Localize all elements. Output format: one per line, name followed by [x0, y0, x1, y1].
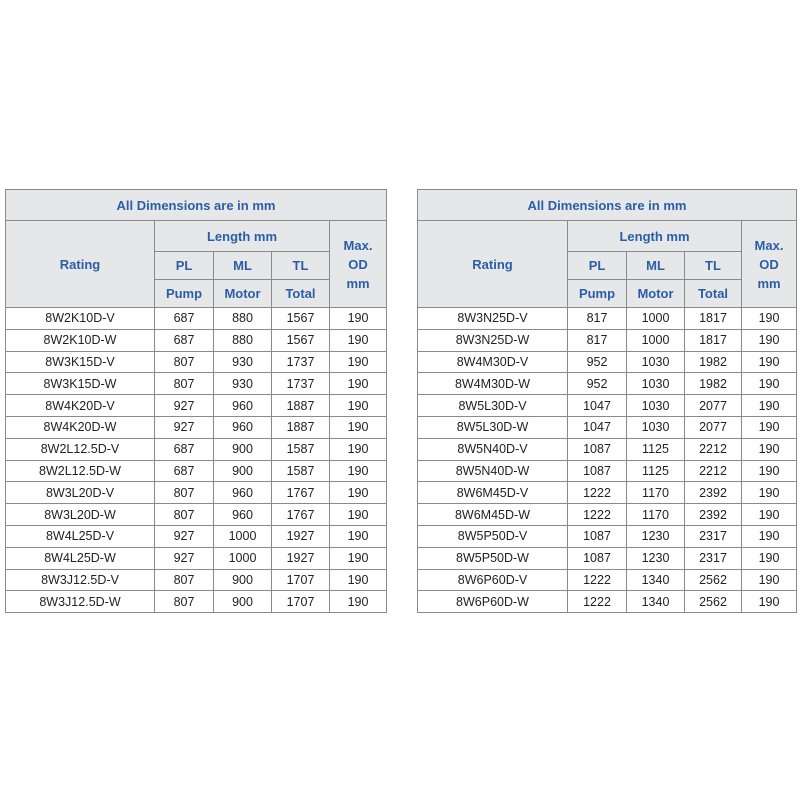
- pump-length-cell: 817: [568, 329, 627, 351]
- max-od-cell: 190: [742, 329, 797, 351]
- table-row: [418, 460, 797, 482]
- total-length-cell: 1737: [272, 351, 330, 373]
- table-row: [418, 525, 797, 547]
- table-row: [6, 547, 387, 569]
- rating-cell: 8W3J12.5D-V: [6, 569, 155, 591]
- max-od-cell: 190: [742, 460, 797, 482]
- motor-length-cell: 1030: [627, 351, 685, 373]
- total-length-cell: 1927: [272, 525, 330, 547]
- pump-header: Pump: [155, 280, 214, 308]
- max-od-cell: 190: [330, 591, 387, 613]
- total-length-cell: 1767: [272, 482, 330, 504]
- total-length-cell: 2317: [685, 547, 742, 569]
- table-row: [6, 438, 387, 460]
- pl-header: PL: [568, 252, 627, 280]
- table-row: [6, 460, 387, 482]
- pump-length-cell: 807: [155, 504, 214, 526]
- motor-length-cell: 1230: [627, 525, 685, 547]
- total-header: Total: [685, 280, 742, 308]
- length-header: Length mm: [568, 221, 742, 252]
- pump-length-cell: 952: [568, 373, 627, 395]
- rating-cell: 8W3N25D-W: [418, 329, 568, 351]
- motor-length-cell: 1125: [627, 460, 685, 482]
- rating-cell: 8W4L25D-V: [6, 525, 155, 547]
- pump-length-cell: 807: [155, 482, 214, 504]
- max-od-header: [742, 221, 797, 308]
- rating-cell: 8W6P60D-V: [418, 569, 568, 591]
- pump-length-cell: 807: [155, 351, 214, 373]
- max-od-cell: 190: [742, 525, 797, 547]
- tl-header: TL: [272, 252, 330, 280]
- table-caption: All Dimensions are in mm: [6, 190, 387, 221]
- motor-length-cell: 1340: [627, 569, 685, 591]
- max-od-header: [330, 221, 387, 308]
- motor-length-cell: 1030: [627, 395, 685, 417]
- total-length-cell: 1567: [272, 308, 330, 330]
- rating-cell: 8W3J12.5D-W: [6, 591, 155, 613]
- max-od-cell: 190: [330, 504, 387, 526]
- table-row: [6, 416, 387, 438]
- pl-header: PL: [155, 252, 214, 280]
- pump-length-cell: 927: [155, 547, 214, 569]
- rating-cell: 8W4L25D-W: [6, 547, 155, 569]
- total-header: Total: [272, 280, 330, 308]
- table-row: [418, 482, 797, 504]
- max-od-cell: 190: [330, 525, 387, 547]
- dimensions-table-right: [417, 189, 797, 613]
- total-length-cell: 2562: [685, 569, 742, 591]
- table-body: [6, 190, 387, 613]
- max-od-cell: 190: [742, 416, 797, 438]
- motor-length-cell: 930: [214, 373, 272, 395]
- max-od-cell: 190: [330, 308, 387, 330]
- table-row: [6, 591, 387, 613]
- table-row: [6, 373, 387, 395]
- motor-length-cell: 960: [214, 416, 272, 438]
- rating-cell: 8W6M45D-W: [418, 504, 568, 526]
- pump-length-cell: 807: [155, 373, 214, 395]
- max-od-cell: 190: [330, 373, 387, 395]
- rating-header: Rating: [6, 221, 155, 308]
- motor-length-cell: 1230: [627, 547, 685, 569]
- max-od-cell: 190: [330, 351, 387, 373]
- max-od-cell: 190: [742, 308, 797, 330]
- pump-length-cell: 687: [155, 308, 214, 330]
- table-row: [6, 395, 387, 417]
- rating-cell: 8W4M30D-W: [418, 373, 568, 395]
- total-length-cell: 2317: [685, 525, 742, 547]
- rating-cell: 8W5P50D-V: [418, 525, 568, 547]
- motor-length-cell: 900: [214, 460, 272, 482]
- total-length-cell: 1587: [272, 438, 330, 460]
- motor-length-cell: 1170: [627, 482, 685, 504]
- motor-length-cell: 900: [214, 569, 272, 591]
- motor-length-cell: 1340: [627, 591, 685, 613]
- pump-length-cell: 1087: [568, 438, 627, 460]
- total-length-cell: 2562: [685, 591, 742, 613]
- total-length-cell: 1887: [272, 395, 330, 417]
- table-row: [6, 525, 387, 547]
- rating-cell: 8W2L12.5D-V: [6, 438, 155, 460]
- motor-length-cell: 1000: [214, 547, 272, 569]
- total-length-cell: 1982: [685, 373, 742, 395]
- pump-length-cell: 1047: [568, 416, 627, 438]
- rating-cell: 8W2K10D-V: [6, 308, 155, 330]
- total-length-cell: 1767: [272, 504, 330, 526]
- table-row: [418, 308, 797, 330]
- rating-cell: 8W4K20D-V: [6, 395, 155, 417]
- total-length-cell: 1927: [272, 547, 330, 569]
- motor-length-cell: 930: [214, 351, 272, 373]
- max-od-cell: 190: [330, 329, 387, 351]
- rating-cell: 8W6P60D-W: [418, 591, 568, 613]
- total-length-cell: 2392: [685, 482, 742, 504]
- pump-length-cell: 1222: [568, 482, 627, 504]
- rating-cell: 8W5L30D-W: [418, 416, 568, 438]
- rating-cell: 8W2L12.5D-W: [6, 460, 155, 482]
- pump-length-cell: 687: [155, 460, 214, 482]
- motor-header: Motor: [214, 280, 272, 308]
- max-od-cell: 190: [742, 591, 797, 613]
- max-od-header-text: Max. OD mm: [343, 237, 373, 291]
- pump-length-cell: 1087: [568, 525, 627, 547]
- pump-length-cell: 1087: [568, 460, 627, 482]
- motor-length-cell: 1170: [627, 504, 685, 526]
- rating-cell: 8W2K10D-W: [6, 329, 155, 351]
- pump-length-cell: 807: [155, 591, 214, 613]
- motor-length-cell: 1000: [627, 329, 685, 351]
- max-od-cell: 190: [742, 351, 797, 373]
- max-od-cell: 190: [742, 395, 797, 417]
- rating-cell: 8W4K20D-W: [6, 416, 155, 438]
- motor-length-cell: 1030: [627, 373, 685, 395]
- tl-header: TL: [685, 252, 742, 280]
- table-row: [6, 329, 387, 351]
- rating-cell: 8W6M45D-V: [418, 482, 568, 504]
- max-od-cell: 190: [330, 438, 387, 460]
- total-length-cell: 2392: [685, 504, 742, 526]
- motor-length-cell: 900: [214, 438, 272, 460]
- table-row: [418, 351, 797, 373]
- motor-length-cell: 880: [214, 329, 272, 351]
- max-od-cell: 190: [742, 547, 797, 569]
- motor-length-cell: 1125: [627, 438, 685, 460]
- table-row: [418, 438, 797, 460]
- rating-cell: 8W3K15D-W: [6, 373, 155, 395]
- pump-length-cell: 1222: [568, 591, 627, 613]
- max-od-header-text: Max. OD mm: [754, 237, 784, 291]
- rating-cell: 8W3L20D-V: [6, 482, 155, 504]
- pump-length-cell: 807: [155, 569, 214, 591]
- total-length-cell: 2212: [685, 438, 742, 460]
- max-od-cell: 190: [330, 460, 387, 482]
- table-row: [418, 569, 797, 591]
- motor-length-cell: 1030: [627, 416, 685, 438]
- total-length-cell: 1707: [272, 569, 330, 591]
- max-od-cell: 190: [742, 569, 797, 591]
- table-row: [6, 482, 387, 504]
- rating-header: Rating: [418, 221, 568, 308]
- total-length-cell: 1737: [272, 373, 330, 395]
- total-length-cell: 1587: [272, 460, 330, 482]
- table-row: [418, 329, 797, 351]
- table-row: [418, 395, 797, 417]
- pump-length-cell: 1222: [568, 569, 627, 591]
- pump-length-cell: 927: [155, 416, 214, 438]
- max-od-cell: 190: [742, 504, 797, 526]
- max-od-cell: 190: [742, 438, 797, 460]
- table-row: [6, 569, 387, 591]
- motor-length-cell: 880: [214, 308, 272, 330]
- pump-length-cell: 927: [155, 395, 214, 417]
- rating-cell: 8W3N25D-V: [418, 308, 568, 330]
- total-length-cell: 1887: [272, 416, 330, 438]
- table-row: [6, 308, 387, 330]
- pump-length-cell: 687: [155, 329, 214, 351]
- total-length-cell: 2212: [685, 460, 742, 482]
- pump-length-cell: 1087: [568, 547, 627, 569]
- motor-header: Motor: [627, 280, 685, 308]
- total-length-cell: 1982: [685, 351, 742, 373]
- motor-length-cell: 1000: [214, 525, 272, 547]
- rating-cell: 8W3K15D-V: [6, 351, 155, 373]
- motor-length-cell: 900: [214, 591, 272, 613]
- table-row: [418, 416, 797, 438]
- rating-cell: 8W5N40D-W: [418, 460, 568, 482]
- rating-cell: 8W3L20D-W: [6, 504, 155, 526]
- rating-cell: 8W5P50D-W: [418, 547, 568, 569]
- total-length-cell: 1707: [272, 591, 330, 613]
- dimensions-table-left: [5, 189, 387, 613]
- table-row: [418, 591, 797, 613]
- rating-cell: 8W5N40D-V: [418, 438, 568, 460]
- pump-length-cell: 952: [568, 351, 627, 373]
- length-header: Length mm: [155, 221, 330, 252]
- table-row: [6, 351, 387, 373]
- pump-length-cell: 817: [568, 308, 627, 330]
- table-row: [418, 373, 797, 395]
- max-od-cell: 190: [742, 373, 797, 395]
- max-od-cell: 190: [330, 395, 387, 417]
- table-row: [6, 504, 387, 526]
- motor-length-cell: 960: [214, 395, 272, 417]
- total-length-cell: 1567: [272, 329, 330, 351]
- total-length-cell: 2077: [685, 395, 742, 417]
- total-length-cell: 1817: [685, 329, 742, 351]
- max-od-cell: 190: [330, 547, 387, 569]
- max-od-cell: 190: [742, 482, 797, 504]
- table-caption: All Dimensions are in mm: [418, 190, 797, 221]
- total-length-cell: 2077: [685, 416, 742, 438]
- max-od-cell: 190: [330, 569, 387, 591]
- rating-cell: 8W5L30D-V: [418, 395, 568, 417]
- table-body: [418, 190, 797, 613]
- pump-length-cell: 1047: [568, 395, 627, 417]
- pump-length-cell: 927: [155, 525, 214, 547]
- max-od-cell: 190: [330, 416, 387, 438]
- pump-length-cell: 1222: [568, 504, 627, 526]
- ml-header: ML: [627, 252, 685, 280]
- motor-length-cell: 960: [214, 482, 272, 504]
- max-od-cell: 190: [330, 482, 387, 504]
- pump-header: Pump: [568, 280, 627, 308]
- table-row: [418, 547, 797, 569]
- pump-length-cell: 687: [155, 438, 214, 460]
- motor-length-cell: 1000: [627, 308, 685, 330]
- motor-length-cell: 960: [214, 504, 272, 526]
- total-length-cell: 1817: [685, 308, 742, 330]
- rating-cell: 8W4M30D-V: [418, 351, 568, 373]
- ml-header: ML: [214, 252, 272, 280]
- table-row: [418, 504, 797, 526]
